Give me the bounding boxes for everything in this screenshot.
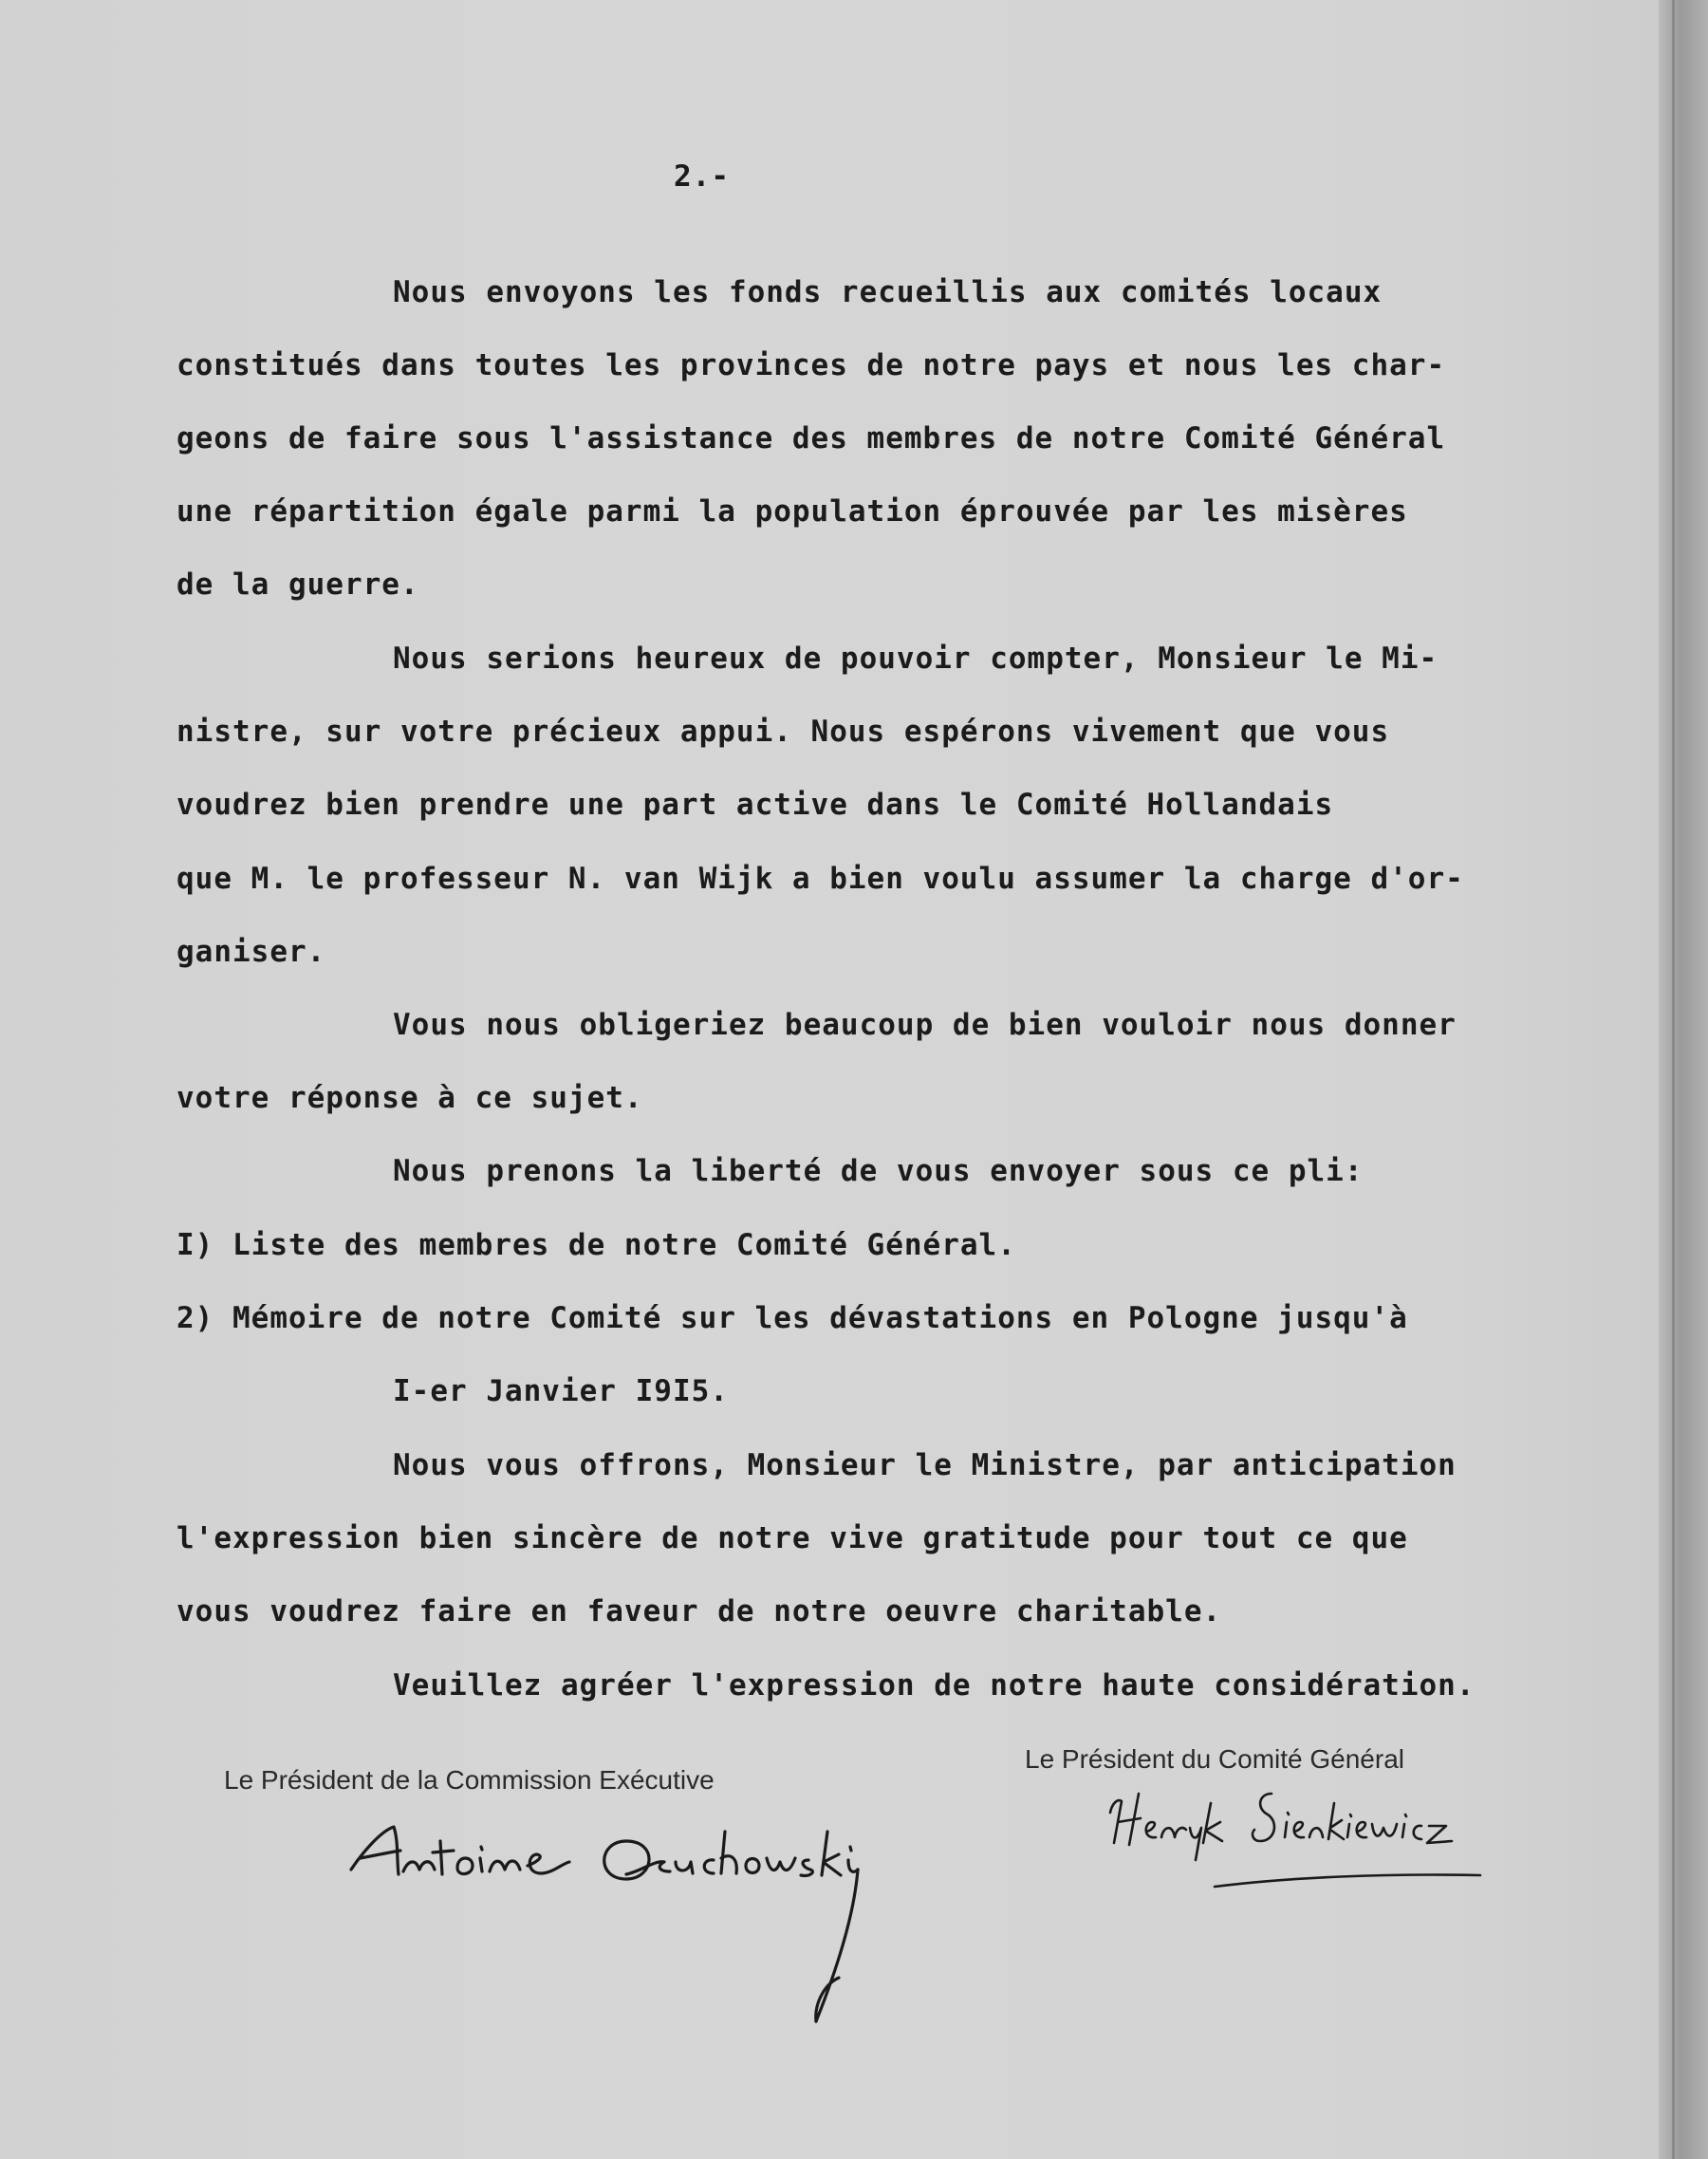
- paragraph-1-line-5: de la guerre.: [176, 568, 419, 602]
- paragraph-2-line-5: ganiser.: [176, 935, 326, 969]
- paragraph-1-line-1: Nous envoyons les fonds recueillis aux comités locaux: [393, 275, 1383, 309]
- paragraph-3-line-1: Vous nous obligeriez beaucoup de bien vouloir nous donner: [393, 1008, 1457, 1042]
- paragraph-2-line-4: que M. le professeur N. van Wijk a bien voulu assumer la charge d'or-: [176, 862, 1464, 896]
- left-signatory-title: Le Président de la Commission Exécutive: [224, 1765, 715, 1795]
- paragraph-3-line-2: votre réponse à ce sujet.: [176, 1081, 643, 1115]
- closing-1-line-1: Nous vous offrons, Monsieur le Ministre, par anticipation: [393, 1448, 1457, 1482]
- page-number: 2.-: [674, 159, 730, 194]
- closing-1-line-2: l'expression bien sincère de notre vive gratitude pour tout ce que: [176, 1521, 1408, 1555]
- paragraph-4-line-1: Nous prenons la liberté de vous envoyer sous ce pli:: [393, 1154, 1364, 1188]
- page-edge-shadow: [1659, 0, 1708, 2159]
- right-signatory-title: Le Président du Comité Général: [1025, 1744, 1404, 1774]
- paragraph-2-line-2: nistre, sur votre précieux appui. Nous espérons vivement que vous: [176, 715, 1390, 749]
- paragraph-1-line-3: geons de faire sous l'assistance des membres de notre Comité Général: [176, 421, 1446, 456]
- enclosure-2: 2) Mémoire de notre Comité sur les dévastations en Pologne jusqu'à: [176, 1301, 1408, 1335]
- page-edge-line: [1672, 0, 1675, 2159]
- closing-2-line-1: Veuillez agréer l'expression de notre haute considération.: [393, 1668, 1476, 1703]
- enclosure-1: I) Liste des membres de notre Comité Général.: [176, 1228, 1016, 1262]
- paragraph-2-line-1: Nous serions heureux de pouvoir compter, Monsieur le Mi-: [393, 642, 1439, 676]
- right-signature-image: [1101, 1775, 1509, 1908]
- left-signature-image: [342, 1803, 968, 2031]
- closing-1-line-3: vous voudrez faire en faveur de notre oeuvre charitable.: [176, 1594, 1222, 1629]
- paragraph-2-line-3: voudrez bien prendre une part active dans le Comité Hollandais: [176, 788, 1334, 822]
- paragraph-1-line-2: constitués dans toutes les provinces de notre pays et nous les char-: [176, 348, 1446, 382]
- paragraph-1-line-4: une répartition égale parmi la population éprouvée par les misères: [176, 494, 1408, 529]
- enclosure-2-continued: I-er Janvier I9I5.: [393, 1374, 729, 1408]
